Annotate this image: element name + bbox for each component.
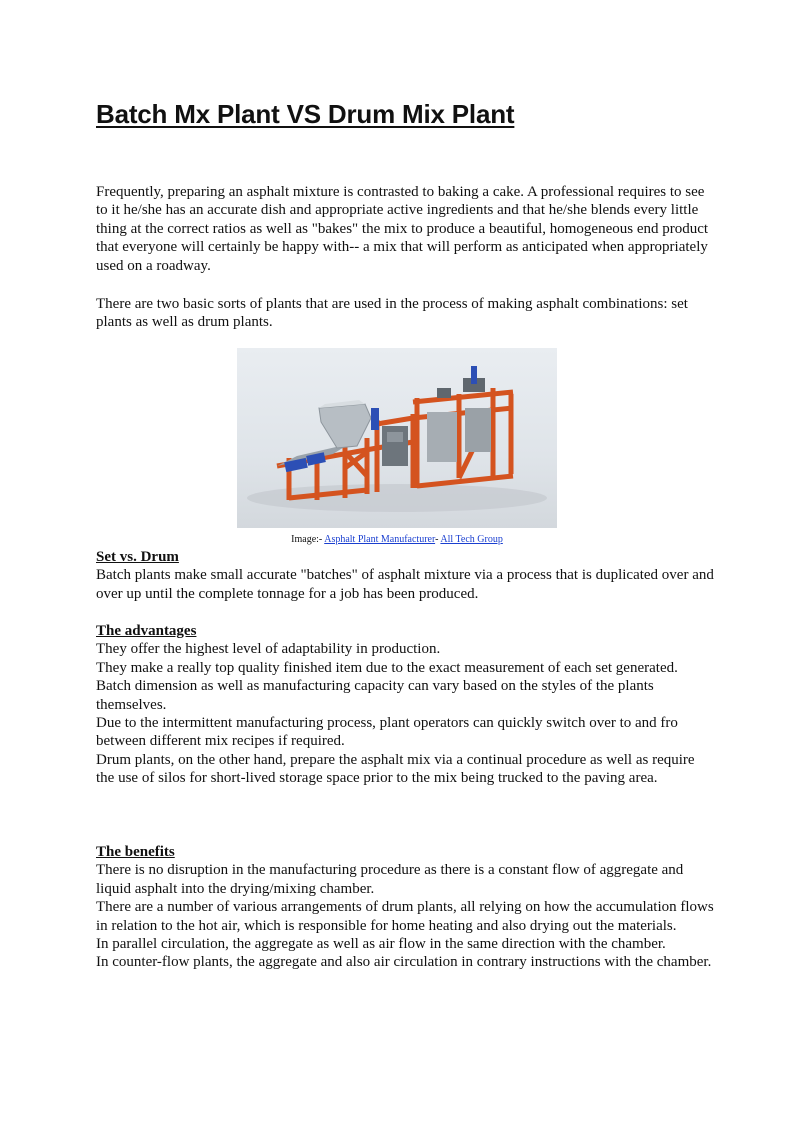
section-set-vs-drum: [96, 548, 716, 603]
all-tech-group-link[interactable]: All Tech Group: [440, 534, 503, 545]
section-paragraph: In parallel circulation, the aggregate as well as air flow in the same direction with the chamber.: [96, 936, 666, 953]
section-paragraph: They offer the highest level of adaptability in production.: [96, 641, 441, 658]
asphalt-plant-manufacturer-link[interactable]: Asphalt Plant Manufacturer: [324, 534, 436, 545]
intro-text-2: There are two basic sorts of plants that are used in the process of making asphalt combinations: set plants as well as drum plants.: [96, 296, 688, 331]
section-heading: The benefits: [96, 844, 175, 860]
asphalt-plant-illustration: [237, 348, 557, 528]
intro-text-1: Frequently, preparing an asphalt mixture is contrasted to baking a cake. A professional requires to see to it he/she has an accurate dish and appropriate active ingredients and that he/she blends every little thing at the correct ratios as well as "bakes" the mix to produce a beautiful, homogeneous end product that everyone will certainly be happy with-- a mix that will perform as anticipated when appropriately used on a roadway.: [96, 184, 709, 274]
page-title: Batch Mx Plant VS Drum Mix Plant: [96, 99, 515, 129]
section-paragraph: Batch dimension as well as manufacturing capacity can vary based on the styles of the plants themselves.: [96, 678, 654, 713]
section-heading: The advantages: [96, 623, 197, 639]
section-paragraph: In counter-flow plants, the aggregate and also air circulation in contrary instructions with the chamber.: [96, 954, 712, 971]
image-caption: [0, 534, 794, 546]
section-paragraph: There are a number of various arrangements of drum plants, all relying on how the accumulation flows in relation to the hot air, which is responsible for home heating and also drying out the materials.: [96, 899, 714, 934]
caption-prefix: Image:-: [291, 534, 325, 545]
intro-paragraph-2: [96, 295, 716, 332]
section-paragraph: They make a really top quality finished item due to the exact measurement of each set generated.: [96, 659, 678, 676]
section-heading: Set vs. Drum: [96, 549, 179, 565]
section-paragraph: Batch plants make small accurate "batches" of asphalt mixture via a process that is duplicated over and over up until the complete tonnage for a job has been produced.: [96, 567, 714, 602]
caption-separator: -: [435, 534, 441, 545]
asphalt-plant-image: [237, 348, 557, 528]
section-benefits: [96, 843, 716, 972]
section-paragraph: Due to the intermittent manufacturing process, plant operators can quickly switch over to and fro between different mix recipes if required.: [96, 715, 678, 750]
intro-paragraph-1: [96, 183, 716, 275]
section-advantages: [96, 622, 716, 788]
section-paragraph: Drum plants, on the other hand, prepare the asphalt mix via a continual procedure as well as require the use of silos for short-lived storage space prior to the mix being trucked to the paving area.: [96, 751, 695, 787]
section-paragraph: There is no disruption in the manufacturing procedure as there is a constant flow of aggregate and liquid asphalt into the drying/mixing chamber.: [96, 862, 684, 897]
